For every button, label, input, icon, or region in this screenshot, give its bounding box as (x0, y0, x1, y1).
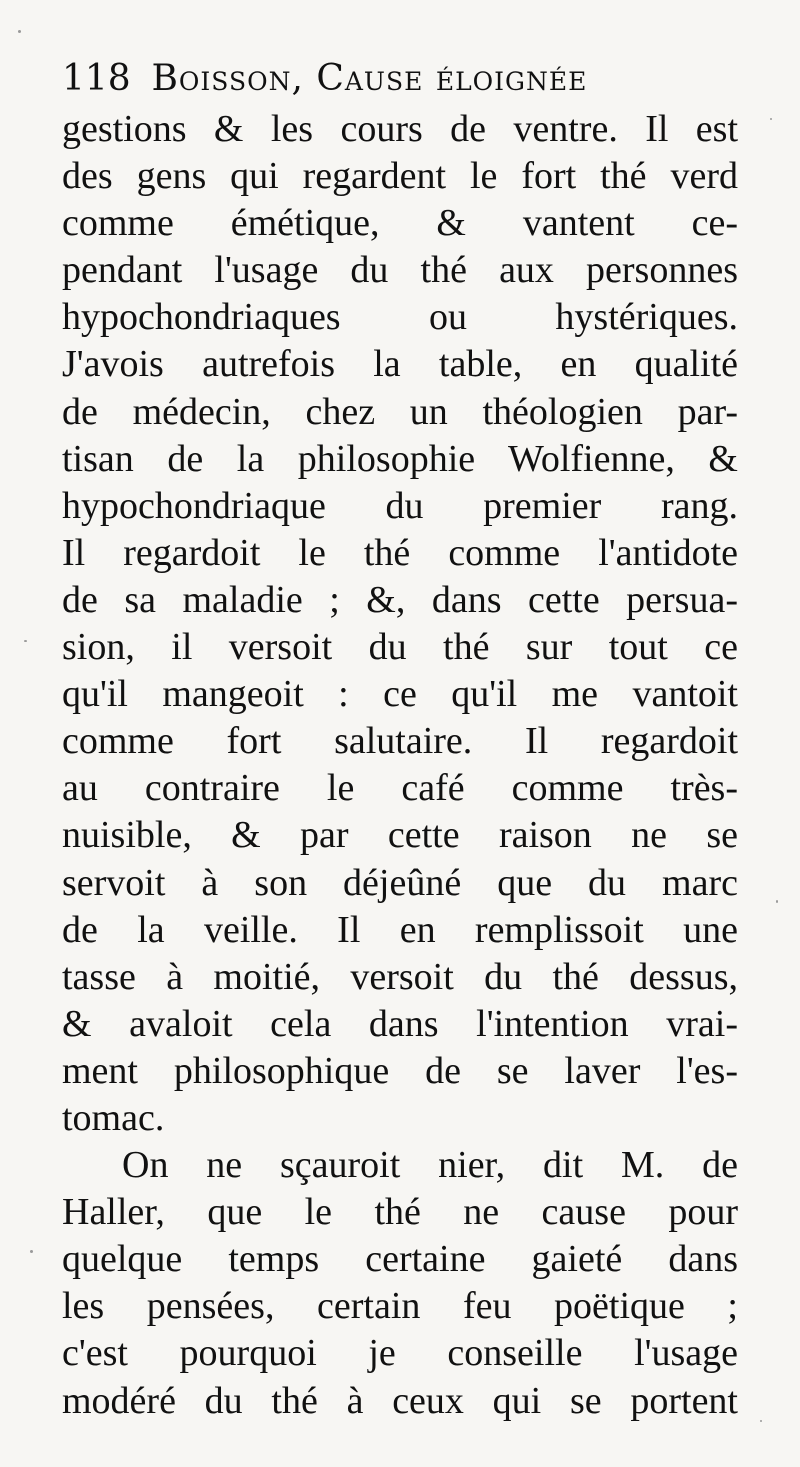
text-line: quelque temps certaine gaieté dans (62, 1238, 738, 1281)
text-line: pendant l'usage du thé aux personnes (62, 249, 738, 292)
text-line: sion, il versoit du thé sur tout ce (62, 626, 738, 669)
text-line: au contraire le café comme très- (62, 767, 738, 810)
text-line: tasse à moitié, versoit du thé dessus, (62, 955, 738, 998)
text-line: Haller, que le thé ne cause pour (62, 1191, 738, 1234)
text-line: qu'il mangeoit : ce qu'il me vantoit (62, 673, 738, 716)
text-line: c'est pourquoi je conseille l'usage (62, 1332, 738, 1375)
text-line: Il regardoit le thé comme l'antidote (62, 531, 738, 574)
text-line: les pensées, certain feu poëtique ; (62, 1285, 738, 1328)
text-line: gestions & les cours de ventre. Il est (62, 108, 738, 150)
page-number: 118 (62, 58, 131, 99)
text-line: J'avois autrefois la table, en qualité (62, 343, 738, 386)
text-line: ment philosophique de se laver l'es- (62, 1049, 738, 1092)
running-title: Boisson, Cause éloignée (151, 58, 588, 99)
paragraph-first-line: On ne sçauroit nier, dit M. de (122, 1144, 738, 1187)
text-line: de médecin, chez un théologien par- (62, 390, 738, 433)
text-line: hypochondriaque du premier rang. (62, 484, 738, 527)
page-header (62, 52, 587, 102)
print-speck (24, 640, 27, 642)
body-text (62, 106, 738, 1425)
print-speck (30, 1250, 33, 1253)
text-line: servoit à son déjeûné que du marc (62, 861, 738, 904)
print-speck (776, 900, 778, 903)
print-speck (760, 1420, 762, 1422)
text-line: des gens qui regardent le fort thé verd (62, 155, 738, 198)
text-line: de sa maladie ; &, dans cette persua- (62, 578, 738, 621)
text-line: tisan de la philosophie Wolfienne, & (62, 437, 738, 480)
text-line: hypochondriaques ou hystériques. (62, 296, 738, 339)
print-speck (18, 30, 21, 33)
text-line: & avaloit cela dans l'intention vrai- (62, 1002, 738, 1045)
text-line: nuisible, & par cette raison ne se (62, 814, 738, 857)
text-line: comme émétique, & vantent ce- (62, 202, 738, 245)
text-line: modéré du thé à ceux qui se portent (62, 1379, 738, 1422)
print-speck (770, 118, 772, 120)
text-line: comme fort salutaire. Il regardoit (62, 720, 738, 763)
paragraph-last-line: tomac. (62, 1096, 165, 1139)
text-line: de la veille. Il en remplissoit une (62, 908, 738, 951)
